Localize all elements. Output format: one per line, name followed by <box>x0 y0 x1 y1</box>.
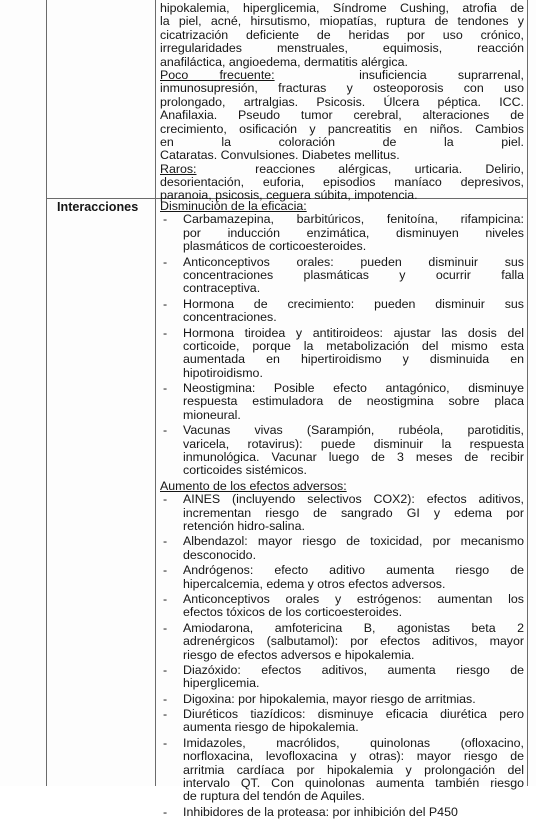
aumento-item-line: desconocido. <box>183 547 257 562</box>
aumento-item-line: Imidazoles, macrólidos, quinolonas (ofloxacino, <box>183 735 524 750</box>
adverse-effects-line: la piel, acné, hirsutismo, miopatías, ruptura de tendones y <box>160 14 524 29</box>
disminucion-item-line: plasmáticos de corticoesteroides. <box>183 239 367 254</box>
raros-section <box>160 163 524 203</box>
aumento-item-line: Digoxina: por hipokalemia, mayor riesgo de arritmias. <box>183 691 476 706</box>
poco-frecuente-line: en la coloración de la piel. <box>160 134 524 149</box>
adverse-effects-line: irregularidades menstruales, equimosis, reacción <box>160 41 524 56</box>
poco-frecuente-line: Anafilaxia. Pseudo tumor cerebral, alteraciones de <box>160 108 524 123</box>
aumento-heading: Aumento de los efectos adversos: <box>160 478 347 493</box>
aumento-item-line: Diazóxido: efectos aditivos, aumenta riesgo de <box>183 662 524 677</box>
disminucion-item-line: contraceptiva. <box>183 281 261 296</box>
aumento-item-line: hiperglicemia. <box>183 676 260 691</box>
disminucion-item-line: inmunológica. Vacunar luego de 3 meses de recibir <box>183 450 524 465</box>
bullet-dash-icon: - <box>163 735 168 750</box>
disminucion-item-line: Hormona tiroidea y antitiroideos: ajustar las dosis del <box>183 325 524 340</box>
disminucion-item <box>160 298 524 325</box>
poco-frecuente-first-line: insuficiencia suprarrenal, <box>359 67 525 82</box>
aumento-item <box>160 664 524 691</box>
poco-frecuente-line: prolongado, artralgias. Psicosis. Úlcera péptica. ICC. <box>160 94 524 109</box>
aumento-item <box>160 535 524 562</box>
disminucion-item-line: hipotiroidismo. <box>183 365 263 380</box>
aumento-item <box>160 622 524 662</box>
adverse-effects-continued <box>160 2 524 203</box>
aumento-item-line: hipercalcemia, edema y otros efectos adversos. <box>183 576 446 591</box>
poco-frecuente-text <box>160 82 524 162</box>
disminucion-list <box>160 213 524 477</box>
disminucion-item-line: corticoide, porque la metabolización del mismo esta <box>183 338 524 353</box>
bullet-dash-icon: - <box>163 296 168 311</box>
aumento-item-line: Albendazol: mayor riesgo de toxicidad, por mecanismo <box>183 534 524 549</box>
disminucion-item-line: varicela, rotavirus): puede disminuir la respuesta <box>183 436 524 451</box>
aumento-item-line: incrementan riesgo de sangrado GI y edema por <box>183 505 524 520</box>
poco-frecuente-label: Poco frecuente: <box>160 67 275 82</box>
aumento-item <box>160 564 524 591</box>
aumento-item-line: Diuréticos tiazídicos: disminuye eficacia diurética pero <box>183 707 524 722</box>
aumento-item-line: riesgo de efectos adversos e hipokalemia. <box>183 647 415 662</box>
aumento-item-line: norfloxacina, levofloxacina y otras): mayor riesgo de <box>183 749 524 764</box>
bullet-dash-icon: - <box>163 662 168 677</box>
aumento-item <box>160 806 524 819</box>
disminucion-item-line: corticoides sistémicos. <box>183 463 307 478</box>
disminucion-item <box>160 327 524 381</box>
aumento-item-line: de ruptura del tendón de Aquiles. <box>183 789 365 804</box>
aumento-item <box>160 708 524 735</box>
aumento-list <box>160 493 524 819</box>
aumento-item-line: efectos tóxicos de los corticoesteroides. <box>183 605 403 620</box>
adverse-effects-line: hipokalemia, hiperglicemia, Síndrome Cushing, atrofia de <box>160 1 524 15</box>
table-column-divider <box>155 0 156 786</box>
bullet-dash-icon: - <box>163 707 168 722</box>
raros-line: paranoia, psicosis, ceguera súbita, impotencia. <box>160 188 418 203</box>
disminucion-item-line: Anticonceptivos orales: pueden disminuir sus <box>183 254 524 269</box>
bullet-dash-icon: - <box>163 254 168 269</box>
aumento-item <box>160 737 524 804</box>
disminucion-item-line: Carbamazepina, barbitúricos, fenitoína, rifampicina: <box>183 212 524 227</box>
aumento-item-line: adrenérgicos (salbutamol): por efectos aditivos, mayor <box>183 634 524 649</box>
aumento-item-line: Anticonceptivos orales y estrógenos: aumentan los <box>183 591 524 606</box>
aumento-item-line: Amiodarona, amfotericina B, agonistas beta 2 <box>183 620 524 635</box>
disminucion-item <box>160 213 524 253</box>
bullet-dash-icon: - <box>163 212 168 227</box>
disminucion-item-line: Neostigmina: Posible efecto antagónico, disminuye <box>183 381 524 396</box>
disminucion-item <box>160 424 524 478</box>
aumento-item-line: aumenta riesgo de hipokalemia. <box>183 720 359 735</box>
raros-first-line: reacciones alérgicas, urticaria. Delirio, <box>255 161 524 176</box>
aumento-item-line: Inhibidores de la proteasa: por inhibición del P450 <box>183 804 458 819</box>
table-left-border <box>46 0 47 786</box>
disminucion-item-line: Hormona de crecimiento: pueden disminuir sus <box>183 296 524 311</box>
disminucion-item-line: respuesta estimuladora de neostigmina sobre placa <box>183 394 524 409</box>
poco-frecuente-line: Cataratas. Convulsiones. Diabetes mellitus. <box>160 148 400 163</box>
poco-frecuente-line: crecimiento, osificación y pancreatitis en niños. Cambios <box>160 121 524 136</box>
disminucion-item-line: por inducción enzimática, disminuyen niveles <box>183 225 524 240</box>
table-right-border <box>527 0 528 786</box>
bullet-dash-icon: - <box>163 691 168 706</box>
aumento-item <box>160 693 524 706</box>
bullet-dash-icon: - <box>163 534 168 549</box>
bullet-dash-icon: - <box>163 423 168 438</box>
aumento-item-line: Andrógenos: efecto aditivo aumenta riesgo de <box>183 563 524 578</box>
aumento-item <box>160 593 524 620</box>
disminucion-item <box>160 256 524 296</box>
poco-frecuente-line: inmunosupresión, fracturas y osteoporosis con uso <box>160 81 524 96</box>
bullet-dash-icon: - <box>163 591 168 606</box>
poco-frecuente-section <box>160 69 524 163</box>
bullet-dash-icon: - <box>163 492 168 507</box>
aumento-item-line: retención hidro-salina. <box>183 519 305 534</box>
adverse-effects-line: anafiláctica, angioedema, dermatitis alérgica. <box>160 54 408 69</box>
adverse-effects-frequent-text <box>160 2 524 69</box>
disminucion-heading: Disminución de la eficacia: <box>160 199 307 213</box>
aumento-item-line: intervalo QT. Con quinolonas aumenta también riesgo <box>183 776 524 791</box>
adverse-effects-line: cicatrización deficiente de heridas por uso crónico, <box>160 27 524 42</box>
interacciones-label: Interacciones <box>57 200 139 214</box>
bullet-dash-icon: - <box>163 325 168 340</box>
aumento-item-line: arritmia cardíaca por hipokalemia y prolongación del <box>183 762 524 777</box>
disminucion-item <box>160 382 524 422</box>
disminucion-item-line: Vacunas vivas (Sarampión, rubéola, parotiditis, <box>183 423 524 438</box>
interacciones-content <box>160 200 524 821</box>
raros-line: desorientación, euforia, episodios maníaco depresivos, <box>160 175 524 190</box>
disminucion-item-line: concentraciones. <box>183 310 277 325</box>
bullet-dash-icon: - <box>163 620 168 635</box>
aumento-item <box>160 493 524 533</box>
raros-label: Raros: <box>160 161 197 176</box>
disminucion-item-line: concentraciones plasmáticas y ocurrir falla <box>183 267 524 282</box>
disminucion-item-line: mioneural. <box>183 407 241 422</box>
aumento-item-line: AINES (incluyendo selectivos COX2): efectos aditivos, <box>183 492 524 507</box>
bullet-dash-icon: - <box>163 563 168 578</box>
bullet-dash-icon: - <box>163 381 168 396</box>
bullet-dash-icon: - <box>163 804 168 819</box>
disminucion-item-line: aumentada en hipertiroidismo y disminuida en <box>183 352 524 367</box>
